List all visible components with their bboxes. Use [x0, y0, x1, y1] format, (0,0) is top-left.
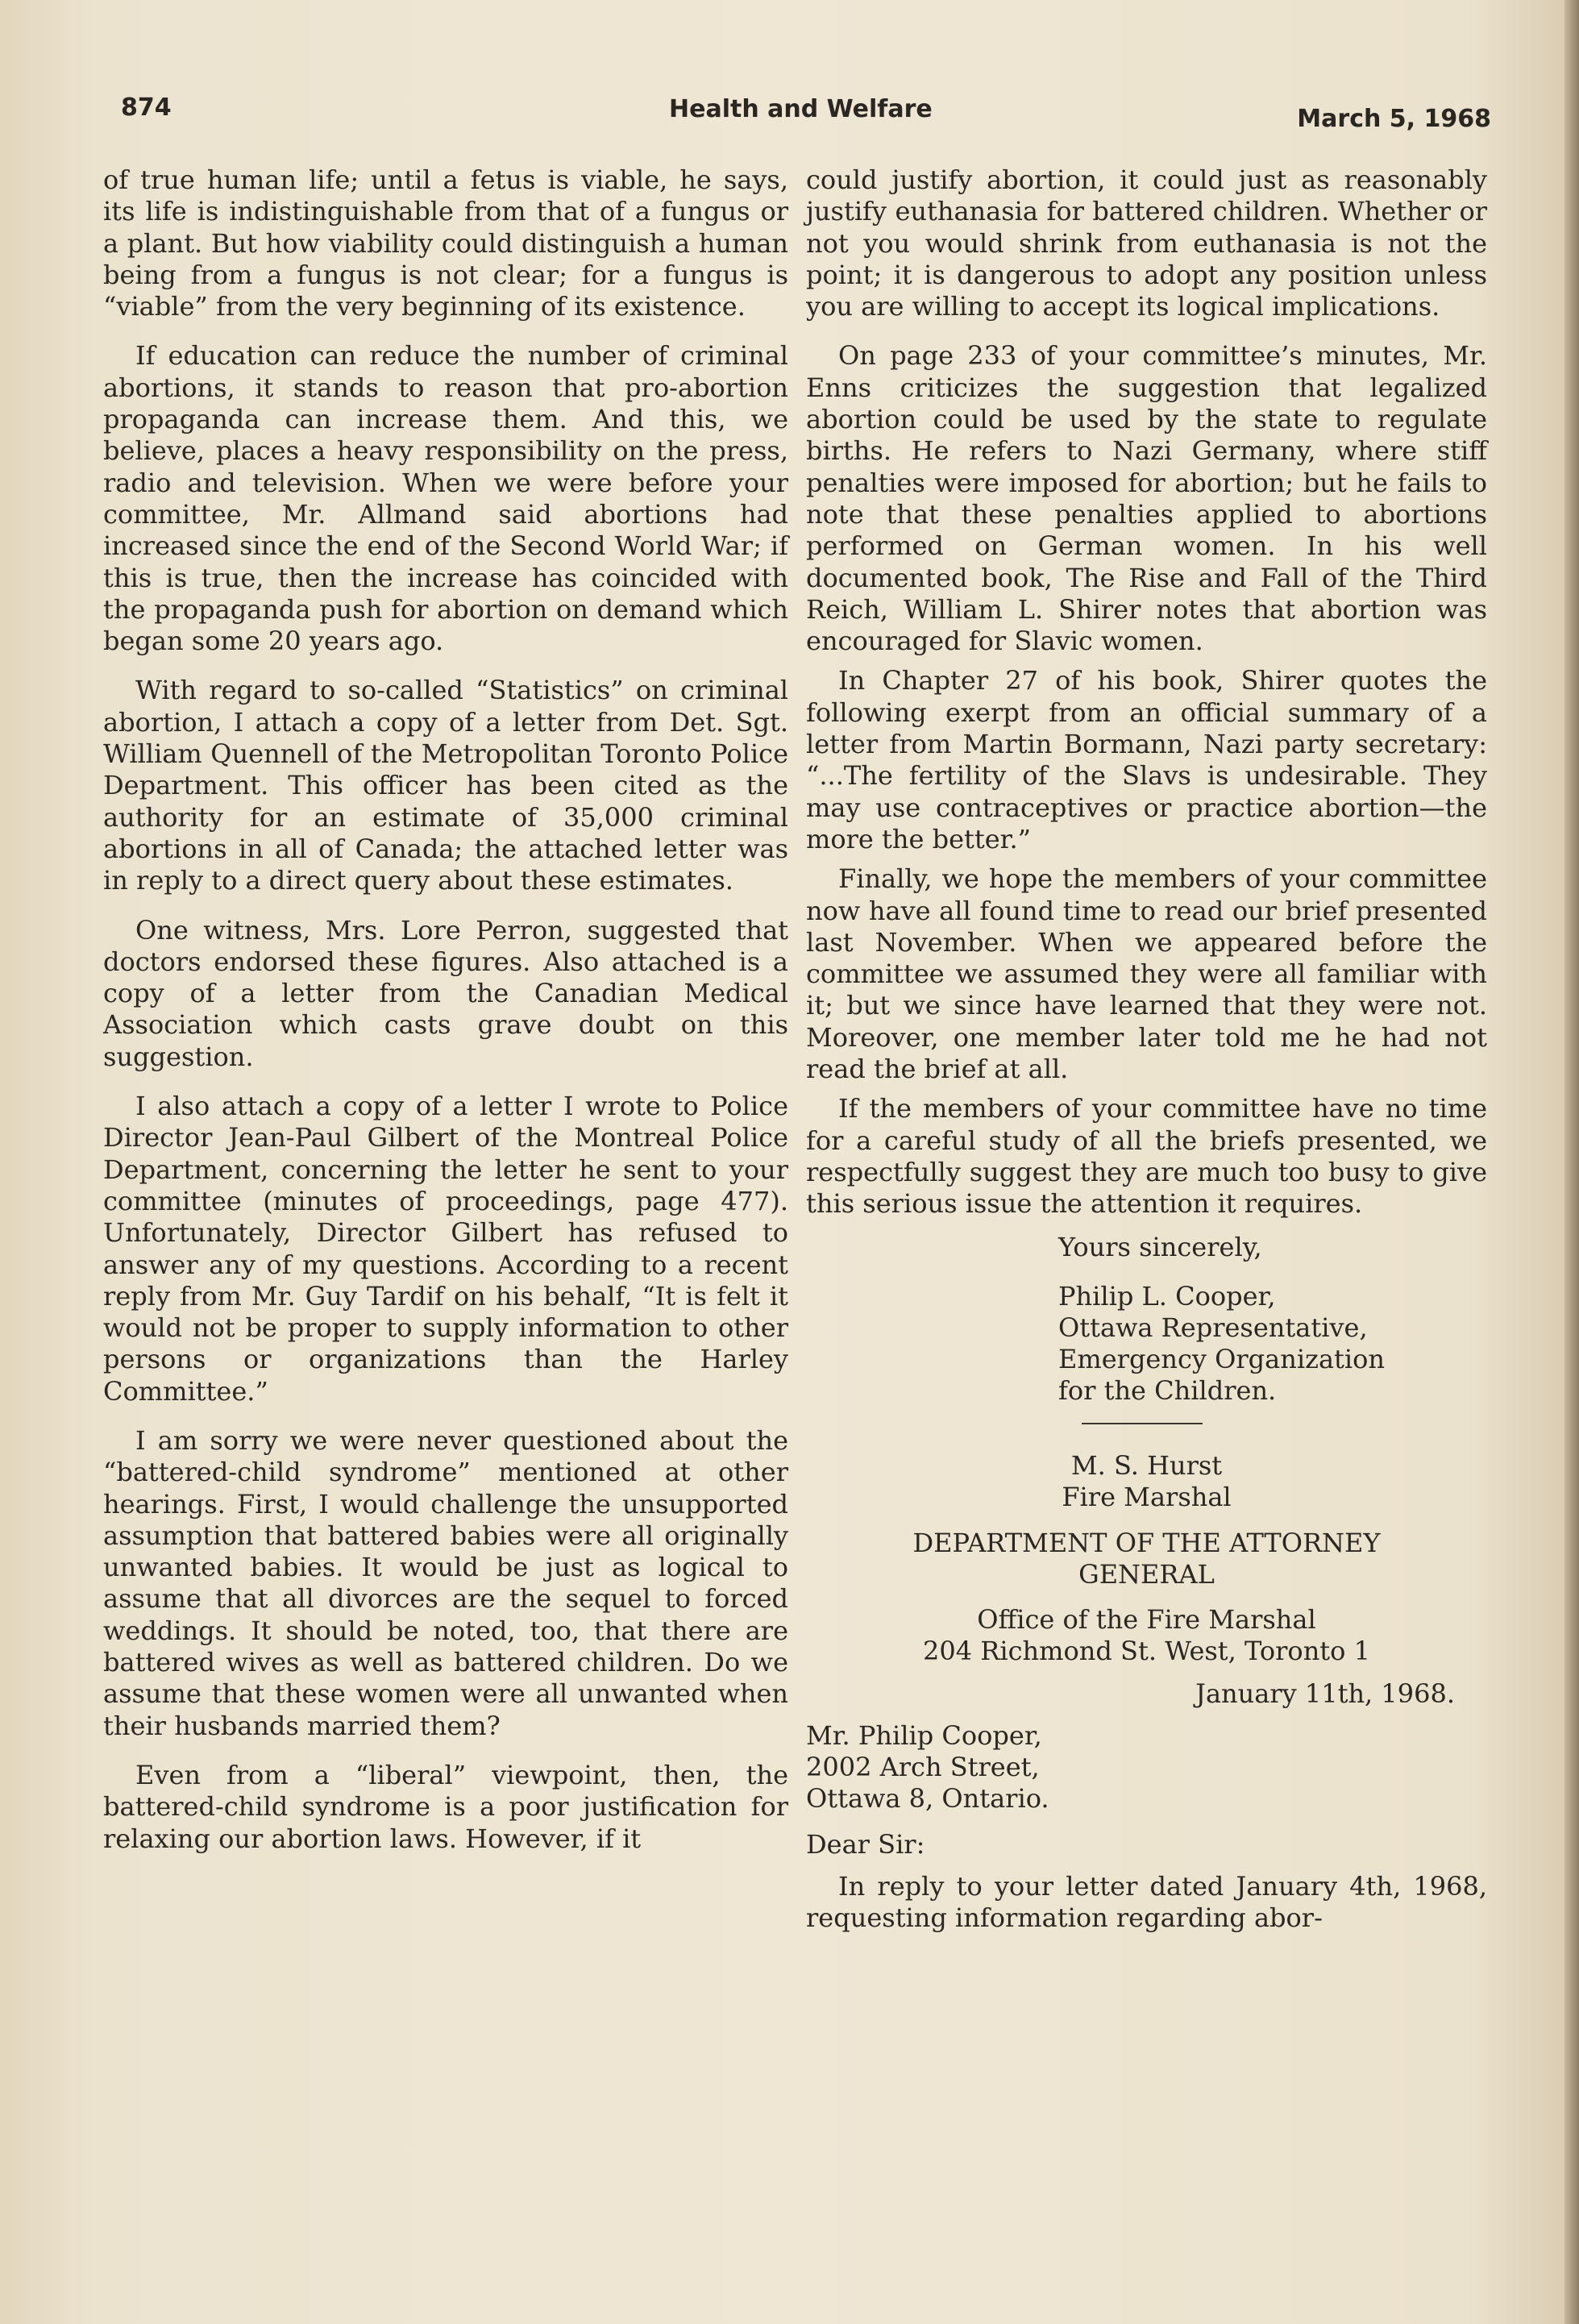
- paragraph: With regard to so-called “Statistics” on criminal abortion, I attach a copy of a letter from Det. Sgt. William Quennell of the Metropolitan Toronto Police Department. This officer has been cited as the authority for an estimate of 35,000 criminal abortions in all of Canada; the attached letter was in reply to a direct query about these estimates.: [103, 675, 788, 896]
- paragraph: If the members of your committee have no time for a careful study of all the briefs presented, we respectfully suggest they are much too busy to give this serious issue the attention it requires.: [806, 1093, 1487, 1220]
- department-name: GENERAL: [1078, 1559, 1215, 1590]
- letter-date: January 11th, 1968.: [1195, 1678, 1455, 1710]
- office-name: Office of the Fire Marshal: [977, 1603, 1316, 1635]
- signature-line: Philip L. Cooper,: [1058, 1280, 1276, 1312]
- divider: [1082, 1423, 1203, 1424]
- paragraph: Finally, we hope the members of your committee now have all found time to read our brief presented last November. When we appeared before the committee we assumed they were all familiar with it; but we since have learned that they were not. Moreover, one member later told me he had not read the brief at all.: [806, 863, 1487, 1085]
- recipient-line: Mr. Philip Cooper,: [806, 1719, 1042, 1751]
- office-address: 204 Richmond St. West, Toronto 1: [923, 1635, 1370, 1666]
- paragraph: I am sorry we were never questioned about the “battered-child syndrome” mentioned at other hearings. First, I would challenge the unsupported assumption that battered babies were all originally unwanted babies. It would be just as logical to assume that all divorces are the sequel to forced weddings. It should be noted, too, that there are battered wives as well as battered children. Do we assume that these women were all unwanted when their husbands married them?: [103, 1424, 788, 1741]
- page-number: 874: [121, 94, 172, 122]
- left-column: [103, 164, 788, 1873]
- letter-body: In reply to your letter dated January 4th, 1968, requesting information regarding abor-: [806, 1870, 1487, 1934]
- closing: Yours sincerely,: [1058, 1231, 1262, 1262]
- book-spine-shadow: [1564, 0, 1579, 2324]
- page-header: [121, 90, 1491, 131]
- letter-author-title: Fire Marshal: [1062, 1481, 1232, 1512]
- salutation: Dear Sir:: [806, 1829, 925, 1860]
- paragraph: could justify abortion, it could just as reasonably justify euthanasia for battered children. Whether or not you would shrink from euthanasia is not the point; it is dangerous to adopt any position unless you are willing to accept its logical implications.: [806, 164, 1487, 322]
- paragraph: I also attach a copy of a letter I wrote to Police Director Jean-Paul Gilbert of the Montreal Police Department, concerning the letter he sent to your committee (minutes of proceedings, page 477). Unfortunately, Director Gilbert has refused to answer any of my questions. According to a recent reply from Mr. Guy Tardif on his behalf, “It is felt it would not be proper to supply information to other persons or organizations than the Harley Committee.”: [103, 1091, 788, 1407]
- right-column: [806, 164, 1487, 1934]
- signature-block: [806, 1232, 1487, 1407]
- paragraph: Even from a “liberal” viewpoint, then, the battered-child syndrome is a poor justification for relaxing our abortion laws. However, if it: [103, 1759, 788, 1854]
- paragraph: If education can reduce the number of criminal abortions, it stands to reason that pro-abortion propaganda can increase them. And this, we believe, places a heavy responsibility on the press, radio and television. When we were before your committee, Mr. Allmand said abortions had increased since the end of the Second World War; if this is true, then the increase has coincided with the propaganda push for abortion on demand which began some 20 years ago.: [103, 340, 788, 657]
- paragraph: One witness, Mrs. Lore Perron, suggested that doctors endorsed these figures. Also attached is a copy of a letter from the Canadian Medical Association which casts grave doubt on this suggestion.: [103, 914, 788, 1072]
- paragraph: In Chapter 27 of his book, Shirer quotes the following exerpt from an official summary of a letter from Martin Bormann, Nazi party secretary: “...The fertility of the Slavs is undesirable. They may use contraceptives or practice abortion—the more the better.”: [806, 665, 1487, 854]
- department-name: DEPARTMENT OF THE ATTORNEY: [912, 1528, 1381, 1559]
- signature-line: Ottawa Representative,: [1058, 1312, 1368, 1343]
- recipient-line: 2002 Arch Street,: [806, 1751, 1040, 1782]
- recipient-line: Ottawa 8, Ontario.: [806, 1783, 1049, 1815]
- paragraph: On page 233 of your committee’s minutes, Mr. Enns criticizes the suggestion that legalized abortion could be used by the state to regulate births. He refers to Nazi Germany, where stiff penalties were imposed for abortion; but he fails to note that these penalties applied to abortions performed on German women. In his well documented book, The Rise and Fall of the Third Reich, William L. Shirer notes that abortion was encouraged for Slavic women.: [806, 340, 1487, 657]
- header-date: March 5, 1968: [1297, 105, 1491, 133]
- signature-line: for the Children.: [1058, 1374, 1277, 1406]
- letter-author: M. S. Hurst: [1070, 1449, 1223, 1481]
- running-title: Health and Welfare: [669, 95, 933, 123]
- signature-line: Emergency Organization: [1058, 1343, 1385, 1374]
- paragraph: of true human life; until a fetus is viable, he says, its life is indistinguishable from that of a fungus or a plant. But how viability could distinguish a human being from a fungus is not clear; for a fungus is “viable” from the very beginning of its existence.: [103, 164, 788, 322]
